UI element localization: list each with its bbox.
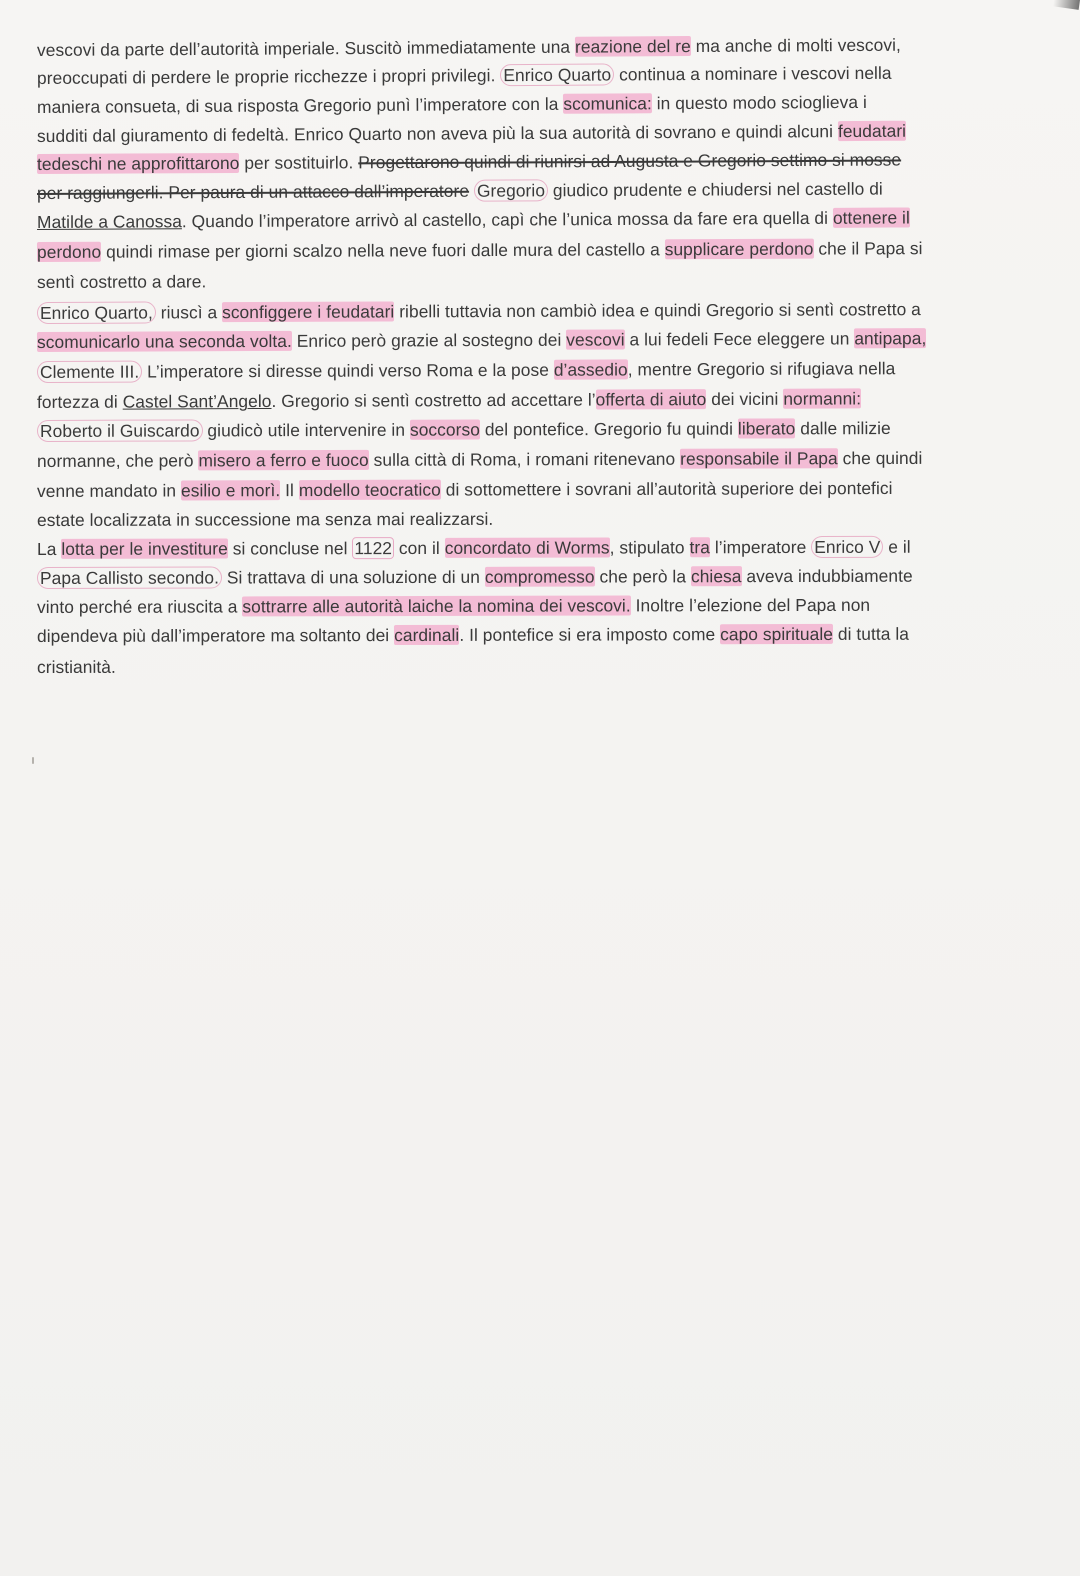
text-line [37, 326, 1047, 354]
text-span: con il [394, 537, 445, 559]
highlight: ottenere il [832, 207, 910, 228]
text-span: di tutta la [832, 623, 910, 644]
text-line [37, 205, 1047, 234]
text-span: continua a nominare i vescovi nella [614, 62, 892, 85]
highlight: antipapa, [854, 328, 927, 349]
text-span: . Il pontefice si era imposto come [459, 624, 721, 645]
text-span: si concluse nel [227, 538, 353, 559]
text-span: Il [280, 480, 299, 501]
text-line [37, 475, 1047, 503]
text-line [37, 592, 1047, 619]
circled-text: Roberto il Guiscardo [37, 419, 203, 442]
highlight: offerta di aiuto [595, 389, 707, 410]
highlight: reazione del re [574, 36, 691, 57]
highlight: concordato di Worms [444, 537, 610, 558]
highlight: responsabile il Papa [680, 448, 838, 469]
text-line [37, 236, 1047, 264]
text-span: L’imperatore si diresse quindi verso Roma e la pose [142, 359, 554, 382]
text-line [37, 89, 1047, 119]
highlight: vescovi [566, 329, 625, 350]
circled-text: Enrico Quarto, [37, 301, 156, 324]
highlight: compromesso [484, 566, 595, 587]
text-span: a lui fedeli Fece eleggere un [624, 328, 855, 350]
text-span: , mentre Gregorio si rifugiava nella [627, 358, 896, 380]
text-span: cristianità. [36, 656, 116, 677]
highlight: misero a ferro e fuoco [198, 449, 369, 471]
text-span: di sottomettere i sovrani all’autorità superiore dei pontefici [440, 478, 893, 500]
highlight: normanni: [783, 388, 862, 409]
text-line [37, 118, 1047, 148]
highlight: cardinali [394, 624, 460, 646]
text-span: La [36, 538, 62, 559]
text-span: dei vicini [706, 388, 784, 410]
text-line [37, 621, 1047, 648]
highlight: perdono [36, 241, 102, 262]
highlight: supplicare perdono [664, 238, 814, 260]
text-span: sentì costretto a dare. [36, 271, 207, 292]
highlight: liberato [737, 418, 796, 439]
highlight: esilio e morì. [180, 480, 281, 501]
text-span: normanne, che però [36, 450, 199, 471]
text-line [37, 147, 1047, 176]
text-span: dipendeva più dall’imperatore ma soltanto dei [36, 625, 395, 646]
page-corner-shadow [1053, 0, 1080, 10]
text-span: giudicò utile intervenire in [202, 419, 410, 441]
text-line [37, 563, 1047, 590]
text-span: vinto perché era riuscita a [36, 596, 243, 617]
text-span: estate localizzata in successione ma senza mai realizzarsi. [36, 508, 494, 530]
underlined-text: Castel Sant’Angelo [122, 390, 272, 412]
circled-text: Gregorio [474, 179, 548, 201]
text-line [37, 653, 1047, 679]
text-span: Enrico però grazie al sostegno dei [291, 329, 567, 351]
text-span: venne mandato in [36, 480, 181, 501]
text-line [37, 505, 1047, 532]
text-span: maniera consueta, di sua risposta Gregorio punì l’imperatore con la [36, 93, 564, 117]
text-line [37, 266, 1047, 294]
text-line [37, 415, 1047, 443]
circled-text: Papa Callisto secondo. [37, 567, 222, 589]
highlight: modello teocratico [298, 479, 441, 501]
text-span: , stipulato [609, 537, 690, 558]
struck-text: Progettarono quindi di riunirsi ad Augusta e Gregorio settimo si mosse [358, 149, 902, 173]
text-span: ma anche di molti vescovi, [690, 34, 901, 57]
text-span: Inoltre l’elezione del Papa non [630, 594, 871, 616]
text-line [37, 445, 1047, 473]
text-span: in questo modo scioglieva i [651, 91, 867, 114]
text-span: sudditi dal giuramento di fedeltà. Enrico Quarto non aveva più la sua autorità di sovrano e quindi alcuni [36, 121, 838, 146]
circled-text: Enrico V [811, 536, 883, 558]
text-span: ribelli tuttavia non cambiò idea e quindi Gregorio si sentì costretto a [394, 299, 921, 322]
underlined-text: Matilde a Canossa [36, 211, 182, 232]
highlight: scomunica: [563, 93, 652, 114]
highlight: soccorso [409, 419, 480, 440]
text-span: riuscì a [155, 302, 223, 323]
text-line [37, 386, 1047, 414]
text-span: giudico prudente e chiudersi nel castello di [547, 178, 883, 201]
text-span: fortezza di [36, 391, 123, 412]
highlight: capo spirituale [720, 623, 834, 645]
text-span: che il Papa si [813, 238, 923, 259]
highlight: sottrarre alle autorità laiche la nomina dei vescovi. [242, 595, 631, 617]
pen-mark [32, 757, 34, 764]
text-span: quindi rimase per giorni scalzo nella neve fuori dalle mura del castello a [101, 239, 665, 262]
boxed-text: 1122 [352, 537, 394, 559]
text-span: sulla città di Roma, i romani ritenevano [368, 448, 681, 470]
text-span: dalle milizie [795, 418, 891, 439]
highlight: feudatari [837, 120, 907, 142]
text-span: l’imperatore [709, 536, 812, 558]
circled-text: Clemente III. [37, 361, 142, 383]
circled-text: Enrico Quarto [500, 63, 614, 86]
highlight: sconfiggere i feudatari [222, 301, 395, 323]
text-line [37, 534, 1047, 561]
text-span: del pontefice. Gregorio fu quindi [479, 418, 738, 440]
highlight: tra [689, 537, 711, 558]
text-line [37, 60, 1047, 90]
text-span: . Quando l’imperatore arrivò al castello, capì che l’unica mossa da fare era quella di [181, 207, 833, 232]
text-span: Si trattava di una soluzione di un [221, 566, 485, 588]
highlight: tedeschi ne approfittarono [36, 152, 240, 174]
text-span: . Gregorio si sentì costretto ad accettare l’ [271, 389, 596, 411]
highlight: chiesa [690, 566, 742, 587]
highlight: d’assedio [553, 359, 628, 380]
text-span: per sostituirlo. [239, 152, 359, 173]
struck-text: per raggiungerli. Per paura di un attacco dall’imperatore [36, 180, 470, 203]
text-line [37, 297, 1047, 325]
text-span: e il [883, 536, 911, 557]
text-line [37, 356, 1047, 384]
text-span: aveva indubbiamente [741, 565, 913, 587]
highlight: scomunicarlo una seconda volta. [36, 330, 292, 352]
text-line [37, 176, 1047, 205]
text-span: che quindi [837, 447, 923, 469]
text-line [37, 32, 1047, 62]
text-span: vescovi da parte dell’autorità imperiale. Suscitò immediatamente una [36, 36, 576, 60]
highlight: lotta per le investiture [61, 538, 228, 559]
text-span: preoccupati di perdere le proprie ricchezze i propri privilegi. [36, 65, 501, 88]
text-span: che però la [594, 566, 691, 587]
